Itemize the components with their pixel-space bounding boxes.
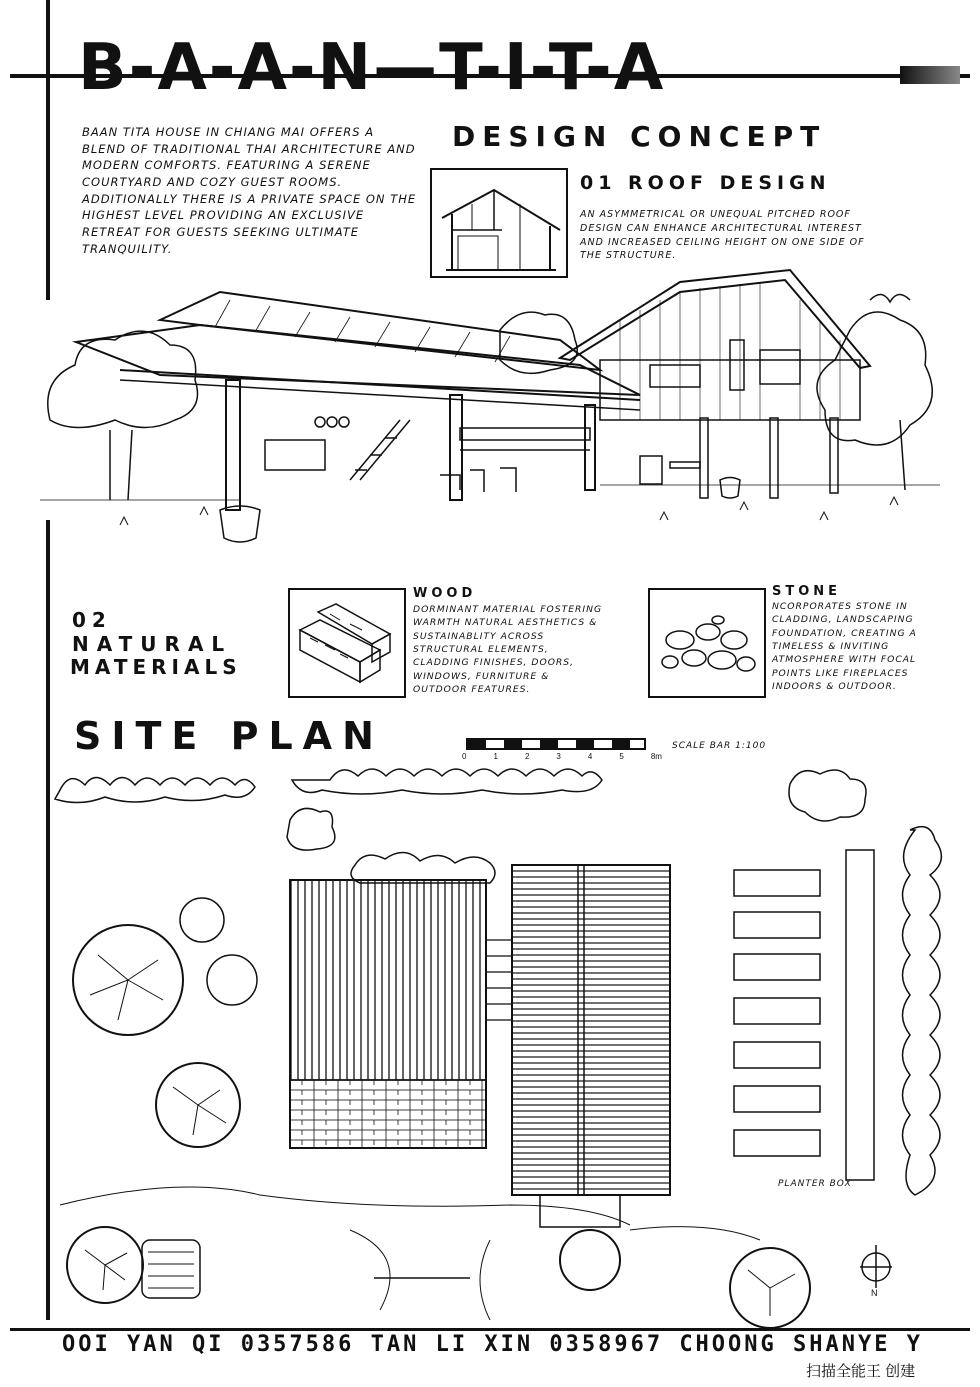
planter-box-label: PLANTER BOX [778,1179,852,1189]
stone-description: NCORPORATES STONE IN CLADDING, LANDSCAPING FOUNDATION, CREATING A TIMELESS & INVITING ATMOSPHERE WITH FOCAL POINTS LIKE FIREPLACES INDOORS & OUTDOOR. [772,601,917,693]
scale-tick: 4 [587,752,593,761]
wood-title: WOOD [413,586,477,601]
credits-line: OOI YAN QI 0357586 TAN LI XIN 0358967 CHOONG SHANYE Y [62,1332,923,1357]
design-concept-heading: DESIGN CONCEPT [452,120,827,153]
stone-image-box [648,588,766,698]
tree-plan [560,1230,620,1290]
wood-description: DORMINANT MATERIAL FOSTERING WARMTH NATURAL AESTHETICS & SUSTAINABLITY ACROSS STRUCTURAL ELEMENTS, CLADDING FINISHES, DOORS, WINDOWS, FURNITURE & OUTDOOR FEATURES. [413,604,603,696]
north-label: N [871,1288,878,1298]
wood-planks-sketch [290,590,408,700]
bench-plan [142,1240,200,1298]
scale-bar [466,738,646,750]
roof-design-text: AN ASYMMETRICAL OR UNEQUAL PITCHED ROOF DESIGN CAN ENHANCE ARCHITECTURAL INTEREST AND INCREASED CEILING HEIGHT ON ONE SIDE OF THE STRUCTURE. [580,209,865,262]
scale-tick: 8m [650,752,662,761]
site-plan-heading: SITE PLAN [74,714,384,758]
planter-box [734,1130,820,1156]
building-wood-roof [290,880,486,1080]
hedge-top-left [55,778,255,803]
planter-box [734,870,820,896]
scale-tick: 5 [619,752,624,761]
hedge-right-column [903,827,942,1195]
tree-left [48,331,198,427]
planter-pot [220,506,260,542]
planter-box [734,1042,820,1068]
scale-bar-label: SCALE BAR 1:100 [672,741,767,751]
tree-right [817,312,932,445]
hedge-top-right [789,770,866,821]
frame-header-cap [900,66,960,84]
scale-tick: 2 [524,752,530,761]
planter-box [734,998,820,1024]
tree-plan [207,955,257,1005]
frame-footer-rule [10,1328,970,1331]
planter-box [734,912,820,938]
building-stone-base [290,1080,486,1148]
hedge-top-center [292,769,602,794]
scale-tick: 3 [556,752,561,761]
scale-tick: 1 [493,752,498,761]
page-title: B-A-A-N—T-I-T-A [78,31,666,105]
materials-heading-natural: NATURAL [72,632,233,656]
frame-left-line-top [46,0,50,300]
materials-heading-materials: MATERIALS [70,655,242,679]
roof-section-diagram [432,170,570,280]
planter-box [734,954,820,980]
planter-box [734,1086,820,1112]
stones-sketch [650,590,768,700]
roof-diagram-box [430,168,568,278]
roof-design-heading: 01 ROOF DESIGN [580,172,831,194]
building-main-roof [512,865,670,1195]
planter-long-box [846,850,874,1180]
wood-image-box [288,588,406,698]
site-plan-drawing [50,760,950,1320]
scale-tick: 0 [462,752,467,761]
tree-plan [180,898,224,942]
materials-heading-number: 02 [72,608,112,632]
intro-paragraph: BAAN TITA HOUSE IN CHIANG MAI OFFERS A BLEND OF TRADITIONAL THAI ARCHITECTURE AND MODERN COMFORTS. FEATURING A SERENE COURTYARD AND COZY GUEST ROOMS. ADDITIONALLY THERE IS A PRIVATE SPACE ON THE HIGHEST LEVEL PROVIDING AN EXCLUSIVE RETREAT FOR GUESTS SEEKING ULTIMATE TRANQUILITY. [82,125,417,256]
stone-title: STONE [772,584,842,599]
house-perspective-illustration [40,270,950,540]
scanner-watermark: 扫描全能王 创建 [802,1360,919,1381]
